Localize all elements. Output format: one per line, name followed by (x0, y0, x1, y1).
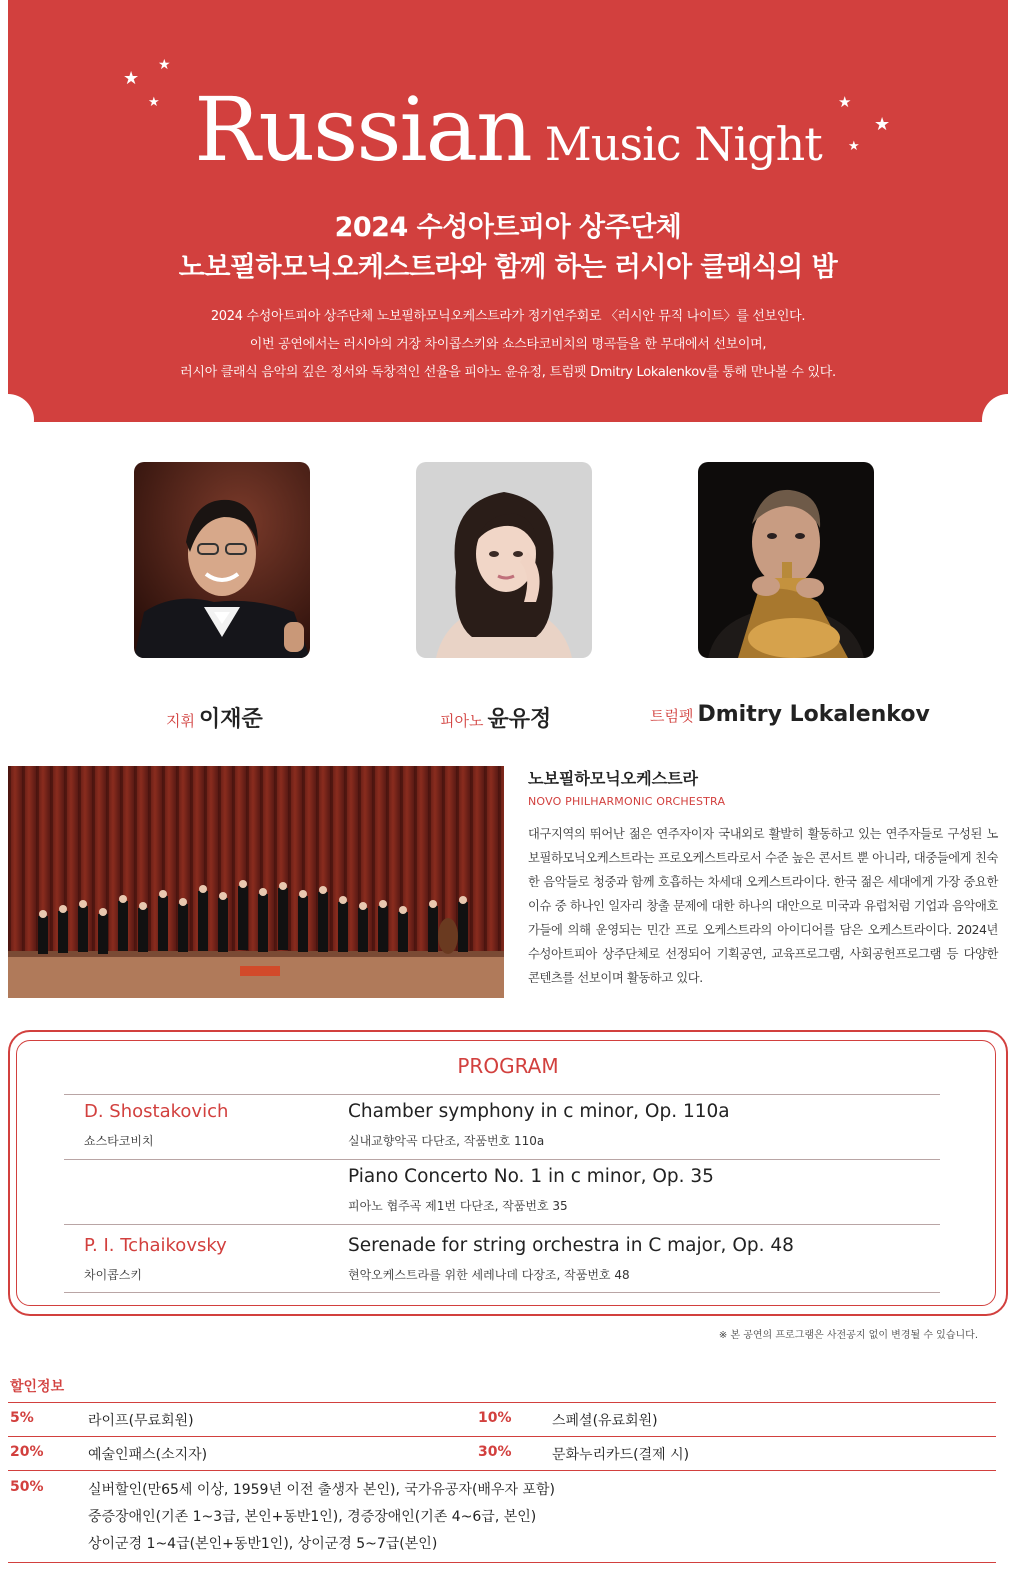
program-composer-ko: 차이콥스키 (84, 1268, 142, 1282)
performer-pianist (440, 702, 551, 733)
program-work-ko: 실내교향악곡 다단조, 작품번호 110a (348, 1134, 545, 1148)
program-work: Chamber symphony in c minor, Op. 110a (348, 1101, 730, 1122)
performer-name: 윤유정 (487, 707, 552, 732)
subtitle-line-1: 2024 수성아트피아 상주단체 (334, 212, 682, 243)
pianist-photo (416, 462, 592, 658)
program-work: Piano Concerto No. 1 in c minor, Op. 35 (348, 1166, 714, 1187)
program-work-ko: 피아노 협주곡 제1번 다단조, 작품번호 35 (348, 1199, 568, 1213)
program-divider (64, 1159, 940, 1160)
banner-notch-right (982, 394, 1024, 446)
discount-percent: 30% (478, 1444, 512, 1460)
discount-percent: 5% (10, 1410, 34, 1426)
program-composer-ko: 쇼스타코비치 (84, 1134, 154, 1148)
star-icon: ★ (874, 114, 891, 135)
discount-label: 문화누리카드(결제 시) (552, 1447, 690, 1463)
star-icon: ★ (848, 139, 860, 154)
discount-label: 라이프(무료회원) (88, 1413, 194, 1429)
discount-percent: 50% (10, 1479, 44, 1495)
performer-trumpeter (650, 702, 930, 727)
program-title: PROGRAM (457, 1054, 559, 1078)
orchestra-name: 노보필하모닉오케스트라 (528, 769, 699, 788)
discount-percent: 10% (478, 1410, 512, 1426)
page-title (8, 78, 1008, 181)
orchestra-photo (8, 766, 504, 998)
program-divider (64, 1292, 940, 1293)
orchestra-name-en: NOVO PHILHARMONIC ORCHESTRA (528, 795, 726, 808)
title-russian: Russian (194, 78, 531, 181)
discount-label: 스페셜(유료회원) (552, 1413, 658, 1429)
discount-label: 실버할인(만65세 이상, 1959년 이전 출생자 본인), 국가유공자(배우자 포함) (88, 1482, 555, 1498)
discount-percent: 20% (10, 1444, 44, 1460)
title-music-night: Music Night (544, 117, 822, 171)
trumpeter-photo (698, 462, 874, 658)
program-divider (64, 1094, 940, 1095)
performer-role: 피아노 (440, 712, 484, 730)
banner-notch-left (0, 394, 34, 446)
conductor-photo (134, 462, 310, 658)
orchestra-description: 대구지역의 뛰어난 젊은 연주자이자 국내외로 활발히 활동하고 있는 연주자들로 구성된 노보필하모닉오케스트라는 프로오케스트라로서 수준 높은 콘서트 뿐 아니라, 대중들에게 친숙한 음악들로 청중과 함께 호흡하는 차세대 오케스트라이다. 한국 젊은 세대에게 가장 중요한 이슈 중 하나인 일자리 창출 문제에 대한 하나의 대안으로 미국과 유럽처럼 기업과 음악애호가들에 의해 운영되는 민간 프로 오케스트라의 아이디어를 담은 오케스트라이다. 2024년 수성아트피아 상주단체로 선정되어 기획공연, 교육프로그램, 사회공헌프로그램 등 다양한 콘텐츠를 선보이며 활동하고 있다. (528, 827, 998, 985)
performer-name: 이재준 (198, 707, 263, 732)
discount-divider (8, 1562, 996, 1563)
discount-divider (8, 1470, 996, 1471)
intro-line-2: 이번 공연에서는 러시아의 거장 차이콥스키와 쇼스타코비치의 명곡들을 한 무대에서 선보이며, (249, 337, 767, 352)
program-work: Serenade for string orchestra in C major, Op. 48 (348, 1235, 794, 1256)
star-icon: ★ (838, 93, 852, 111)
program-composer: D. Shostakovich (84, 1101, 229, 1122)
discount-label: 상이군경 1~4급(본인+동반1인), 상이군경 5~7급(본인) (88, 1536, 438, 1552)
intro-line-3: 러시아 클래식 음악의 깊은 정서와 독창적인 선율을 피아노 윤유정, 트럼펫 Dmitry Lokalenkov를 통해 만나볼 수 있다. (180, 365, 836, 380)
discount-label: 중증장애인(기존 1~3급, 본인+동반1인), 경증장애인(기존 4~6급, 본인) (88, 1509, 537, 1525)
program-divider (64, 1224, 940, 1225)
star-icon: ★ (123, 68, 140, 89)
program-composer: P. I. Tchaikovsky (84, 1235, 227, 1256)
intro-line-1: 2024 수성아트피아 상주단체 노보필하모닉오케스트라가 정기연주회로 〈러시안 뮤직 나이트〉를 선보인다. (210, 309, 806, 324)
program-work-ko: 현악오케스트라를 위한 세레나데 다장조, 작품번호 48 (348, 1268, 630, 1282)
subtitle-line-2: 노보필하모닉오케스트라와 함께 하는 러시아 클래식의 밤 (178, 252, 838, 283)
performer-role: 트럼펫 (650, 707, 694, 725)
performer-conductor (166, 702, 263, 733)
discount-divider (8, 1402, 996, 1403)
header-banner (8, 0, 1008, 422)
discount-label: 예술인패스(소지자) (88, 1447, 208, 1463)
star-icon: ★ (158, 57, 171, 73)
discount-divider (8, 1436, 996, 1437)
program-change-note: ※ 본 공연의 프로그램은 사전공지 없이 변경될 수 있습니다. (718, 1330, 978, 1341)
performer-name: Dmitry Lokalenkov (697, 702, 930, 727)
star-icon: ★ (148, 95, 160, 110)
performer-role: 지휘 (166, 712, 195, 730)
discount-title: 할인정보 (10, 1379, 65, 1395)
